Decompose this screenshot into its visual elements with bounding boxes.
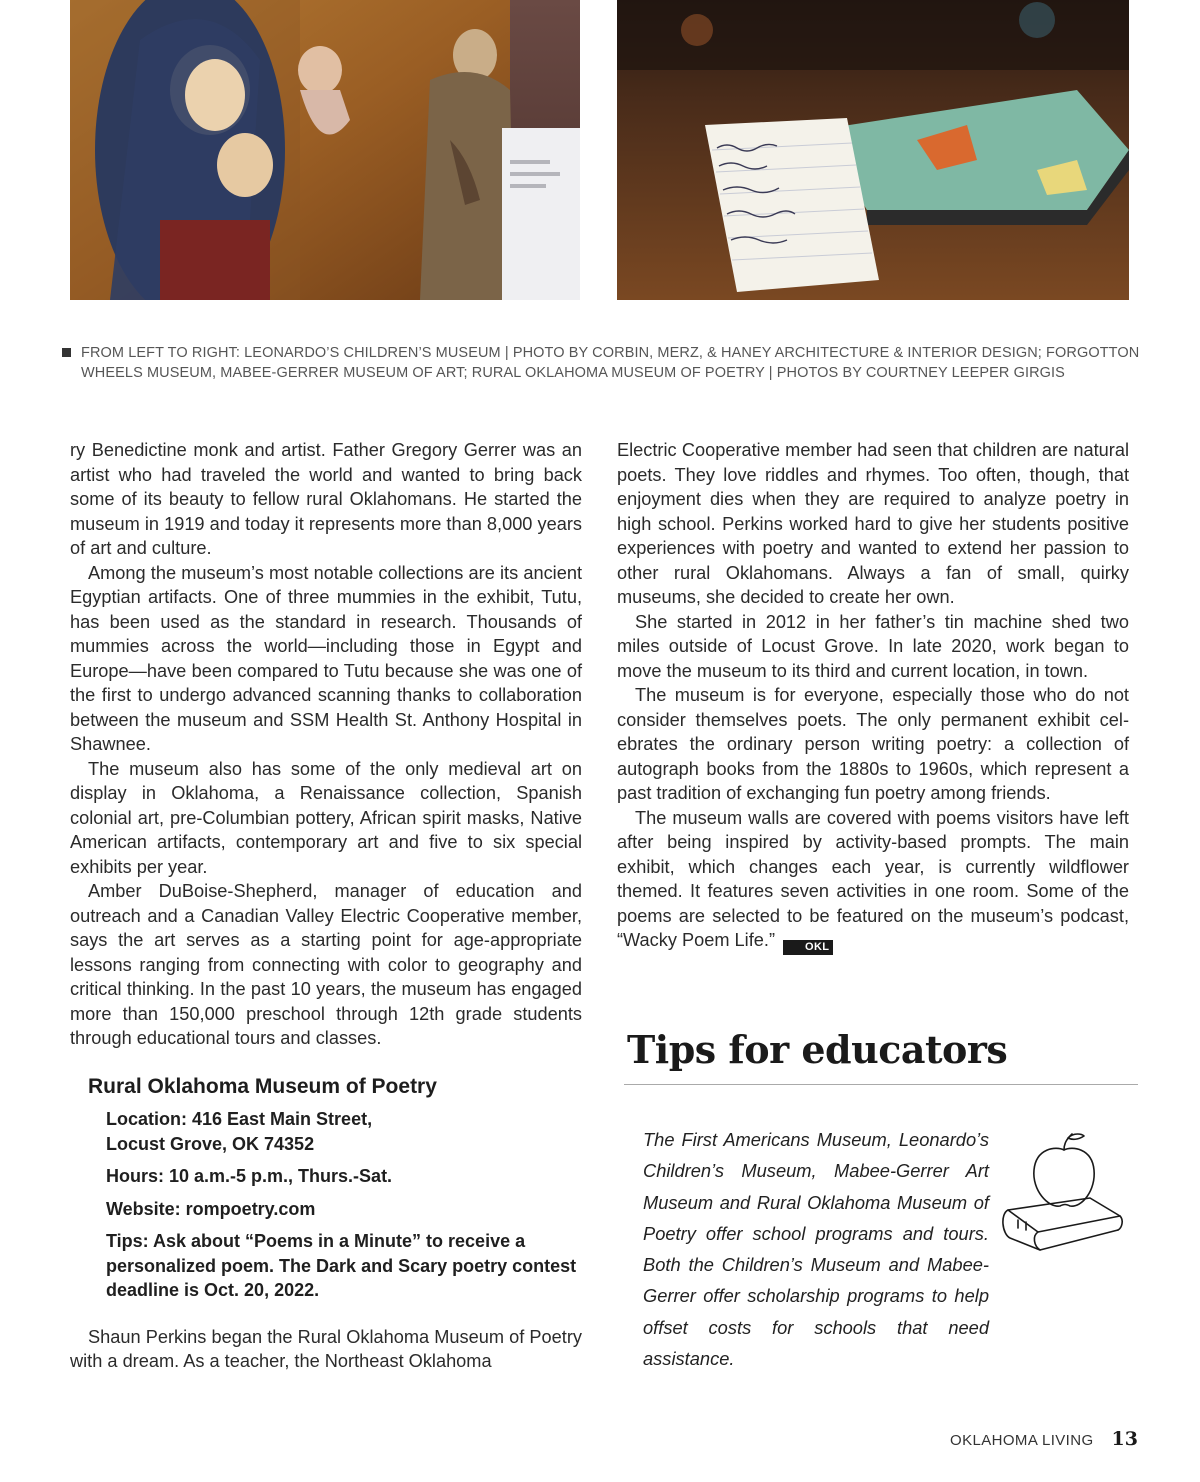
museum-tips: Tips: Ask about “Poems in a Minute” to receive a personalized poem. The Dark and Scary poetry contest deadline is Oct. 20, 2022. <box>106 1231 577 1300</box>
article-paragraph: Among the museum’s most notable collections are its ancient Egyptian artifacts. One of three mummies in the exhibit, Tutu, has been used as the standard in research. Thousands of mummies across the world—including those in Egypt and Europe—have been compared to Tutu because she was one of the first to undergo advanced scanning thanks to collaboration between the museum and SSM Health St. Anthony Hospital in Shawnee. <box>70 562 582 754</box>
tips-title: Tips for educators <box>627 1027 1008 1072</box>
museum-website: Website: rompoetry.com <box>106 1198 316 1219</box>
article-paragraph-last <box>617 806 1129 956</box>
article-paragraph: Amber DuBoise-Shepherd, manager of education and outreach and a Canadian Valley Electric Cooperative member, says the art serves as a starting point for age-appropriate lessons ranging from connecting with color to geography and critical thinking. In the past 10 years, the museum has engaged more than 150,000 preschool through 12th grade students through educational tours and classes. <box>70 881 582 1048</box>
tips-body: The First Americans Museum, Leonardo’s Children’s Museum, Mabee-Gerrer Art Museum and Rural Oklahoma Museum of Poetry offer school programs and tours. Both the Children’s Museum and Mabee-Gerrer offer scholarship programs to help offset costs for schools that need assistance. <box>643 1129 989 1370</box>
article-left-column <box>70 438 582 1374</box>
caption-text: FROM LEFT TO RIGHT: LEONARDO’S CHILDREN’S MUSEUM | PHOTO BY CORBIN, MERZ, & HANEY ARCHITECTURE & INTERIOR DESIGN; FORGOTTON WHEELS MUSEUM, MABEE-GERRER MUSEUM OF ART; RURAL OKLAHOMA MUSEUM OF POETRY | PHOTOS BY COURTNEY LEEPER GIRGIS <box>81 345 1140 381</box>
article-paragraph: The museum also has some of the only medieval art on display in Oklahoma, a Renaissance collection, Spanish colonial art, pre-Columbian pottery, African spirit masks, Native American artifacts, contemporary art and five to six special exhibits per year. <box>70 758 582 877</box>
photo-poetry-notepad <box>617 0 1129 300</box>
article-paragraph: Shaun Perkins began the Rural Oklahoma Museum of Poetry with a dream. As a teacher, the Northeast Oklahoma <box>70 1326 582 1371</box>
apple-on-book-icon <box>998 1128 1128 1258</box>
poetry-notepad-image <box>617 0 1129 300</box>
magazine-name: OKLAHOMA LIVING <box>950 1432 1094 1449</box>
end-mark-okl: OKL <box>783 940 833 955</box>
photo-caption <box>62 344 1142 383</box>
article-paragraph: ry Benedictine monk and artist. Father Gregory Gerrer was an artist who had traveled the world and wanted to bring back some of its beauty to fellow rural Oklahomans. He started the museum in 1919 and today it represents more than 8,000 years of art and culture. <box>70 440 582 558</box>
page-footer <box>950 1428 1138 1450</box>
article-paragraph: She started in 2012 in her father’s tin machine shed two miles outside of Locust Grove. In late 2020, work began to move the museum to its third and current location, in town. <box>617 611 1129 681</box>
museum-location <box>106 1107 582 1156</box>
museum-hours: Hours: 10 a.m.-5 p.m., Thurs.-Sat. <box>106 1166 393 1186</box>
tips-divider <box>624 1084 1138 1085</box>
museum-info-title: Rural Oklahoma Museum of Poetry <box>88 1074 437 1098</box>
article-paragraph: The museum is for everyone, especially those who do not consider themselves poets. The only permanent exhibit celebrates the ordinary person writing poetry: a collection of autograph books from the 1880s to 1960s, which represent a past tradition of exchanging fun poetry among friends. <box>617 685 1129 803</box>
museum-location-line1: Location: 416 East Main Street, <box>106 1109 373 1129</box>
museum-info-box <box>88 1075 582 1303</box>
article-paragraph-text: The museum walls are covered with poems visitors have left after being inspired by activity-based prompts. The main exhibit, which changes each year, is currently wildflower themed. It features seven activities in one room. Some of the poems are selected to be featured on the museum’s podcast, “Wacky Poem Life.” <box>617 807 1129 950</box>
article-paragraph: Electric Cooperative member had seen that children are natural poets. They love riddles and rhymes. Too often, though, that enjoyment dies when they are required to analyze poetry in high school. Perkins worked hard to give her students positive experiences with poetry and wanted to extend her passion to other rural Oklahomans. Always a fan of small, quirky museums, she decided to create her own. <box>617 440 1129 607</box>
medieval-painting-image <box>70 0 580 300</box>
museum-location-line2: Locust Grove, OK 74352 <box>106 1133 315 1154</box>
caption-bullet-square <box>62 348 71 357</box>
article-right-column <box>617 438 1129 955</box>
photo-medieval-painting <box>70 0 580 300</box>
page-number: 13 <box>1111 1428 1138 1450</box>
